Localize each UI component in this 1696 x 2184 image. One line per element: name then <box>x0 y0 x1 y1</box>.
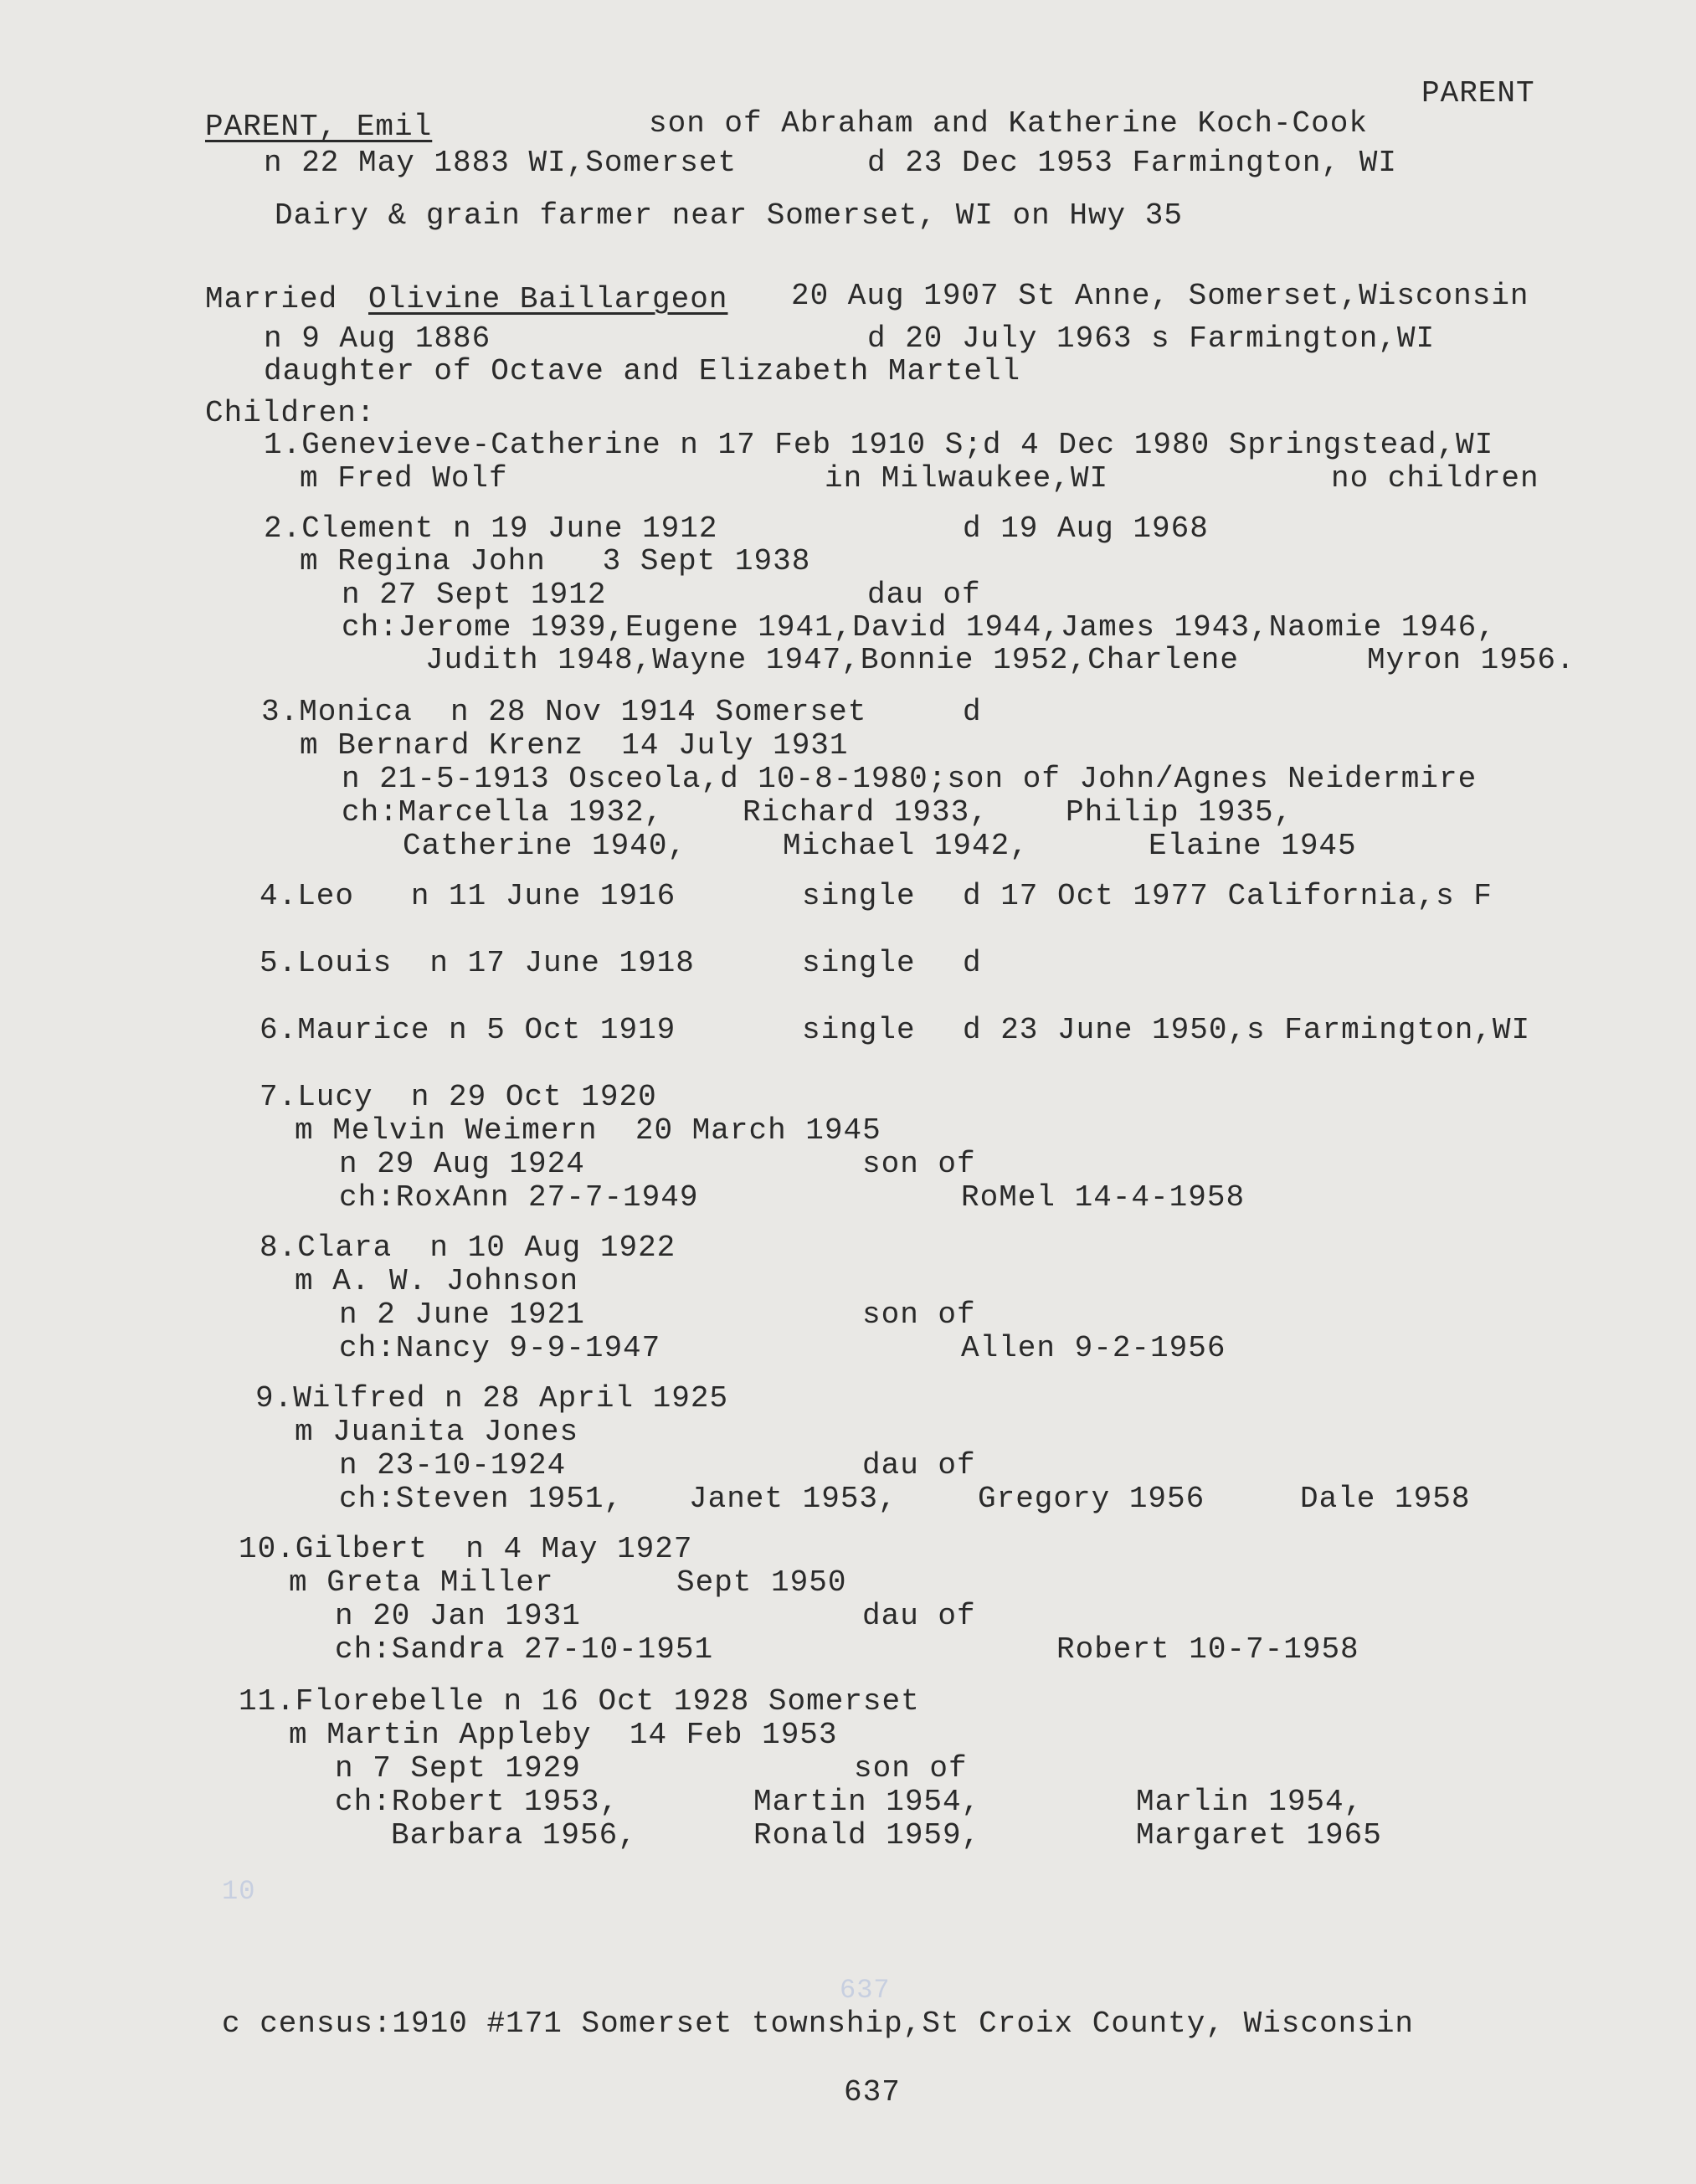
child-10-spouse: m Greta Miller <box>289 1565 554 1600</box>
child-8-children-b: Allen 9-2-1956 <box>961 1331 1226 1365</box>
child-10-spouse-parents: dau of <box>862 1599 976 1633</box>
child-6-death: d 23 June 1950,s Farmington,WI <box>963 1013 1531 1047</box>
marriage-prefix: Married <box>205 282 338 316</box>
child-11-children-b: Martin 1954, <box>753 1785 981 1819</box>
child-7-marriage: m Melvin Weimern 20 March 1945 <box>295 1113 881 1148</box>
census-note: c census:1910 #171 Somerset township,St Croix County, Wisconsin <box>222 2007 1415 2041</box>
child-8-spouse-birth: n 2 June 1921 <box>339 1298 585 1332</box>
child-10-children-a: ch:Sandra 27-10-1951 <box>335 1632 714 1667</box>
faint-mark-left: 10 <box>222 1876 256 1907</box>
child-9-children-b: Janet 1953, <box>689 1482 897 1516</box>
child-7-children-a: ch:RoxAnn 27-7-1949 <box>339 1180 699 1215</box>
child-1-note: no children <box>1331 461 1539 496</box>
child-2-line-1: 2.Clement n 19 June 1912 <box>264 511 718 546</box>
child-11-children-c: Marlin 1954, <box>1136 1785 1364 1819</box>
spouse-parents: daughter of Octave and Elizabeth Martell <box>264 354 1021 388</box>
child-11-spouse-birth: n 7 Sept 1929 <box>335 1751 581 1786</box>
child-9-children-c: Gregory 1956 <box>978 1482 1205 1516</box>
child-11-line-1: 11.Florebelle n 16 Oct 1928 Somerset <box>239 1684 920 1719</box>
child-5-status: single <box>802 946 916 980</box>
subject-death: d 23 Dec 1953 Farmington, WI <box>867 146 1397 180</box>
child-10-children-b: Robert 10-7-1958 <box>1056 1632 1359 1667</box>
child-1-place: in Milwaukee,WI <box>825 461 1109 496</box>
child-2-spouse-birth: n 27 Sept 1912 <box>342 578 607 612</box>
child-3-children-a: ch:Marcella 1932, <box>342 795 664 830</box>
child-8-children-a: ch:Nancy 9-9-1947 <box>339 1331 661 1365</box>
child-2-children-3: Myron 1956. <box>1367 643 1575 677</box>
page-number: 637 <box>844 2075 901 2109</box>
child-5-line: 5.Louis n 17 June 1918 <box>260 946 695 980</box>
child-11-children-e: Ronald 1959, <box>753 1818 981 1853</box>
child-7-children-b: RoMel 14-4-1958 <box>961 1180 1246 1215</box>
child-3-children-e: Michael 1942, <box>783 829 1029 863</box>
child-3-children-b: Richard 1933, <box>743 795 989 830</box>
child-9-line-1: 9.Wilfred n 28 April 1925 <box>255 1381 729 1416</box>
child-11-marriage: m Martin Appleby 14 Feb 1953 <box>289 1718 838 1752</box>
child-10-line-1: 10.Gilbert n 4 May 1927 <box>239 1532 693 1566</box>
child-3-children-c: Philip 1935, <box>1066 795 1293 830</box>
child-7-spouse-parents: son of <box>862 1147 976 1181</box>
child-3-marriage: m Bernard Krenz 14 July 1931 <box>300 728 849 763</box>
child-10-marriage-date: Sept 1950 <box>676 1565 847 1600</box>
child-3-children-f: Elaine 1945 <box>1149 829 1357 863</box>
subject-occupation: Dairy & grain farmer near Somerset, WI on Hwy 35 <box>275 198 1183 233</box>
child-2-marriage: m Regina John 3 Sept 1938 <box>300 544 811 578</box>
child-9-spouse-birth: n 23-10-1924 <box>339 1448 567 1483</box>
child-8-spouse-parents: son of <box>862 1298 976 1332</box>
child-10-spouse-birth: n 20 Jan 1931 <box>335 1599 581 1633</box>
child-8-marriage: m A. W. Johnson <box>295 1264 579 1298</box>
faint-mark-center: 637 <box>840 1975 891 2006</box>
child-11-children-d: Barbara 1956, <box>391 1818 637 1853</box>
child-1-line-1: 1.Genevieve-Catherine n 17 Feb 1910 S;d 4 Dec 1980 Springstead,WI <box>264 428 1494 462</box>
child-8-line-1: 8.Clara n 10 Aug 1922 <box>260 1231 676 1265</box>
child-7-spouse-birth: n 29 Aug 1924 <box>339 1147 585 1181</box>
child-11-children-f: Margaret 1965 <box>1136 1818 1382 1853</box>
spouse-death: d 20 July 1963 s Farmington,WI <box>867 321 1436 356</box>
child-9-children-a: ch:Steven 1951, <box>339 1482 624 1516</box>
child-11-spouse-parents: son of <box>854 1751 968 1786</box>
child-7-line-1: 7.Lucy n 29 Oct 1920 <box>260 1080 657 1114</box>
marriage-details: 20 Aug 1907 St Anne, Somerset,Wisconsin <box>791 279 1529 313</box>
child-11-children-a: ch:Robert 1953, <box>335 1785 619 1819</box>
subject-name: PARENT, Emil <box>205 110 433 144</box>
child-3-line-1: 3.Monica n 28 Nov 1914 Somerset <box>261 695 867 729</box>
spouse-birth: n 9 Aug 1886 <box>264 321 491 356</box>
child-6-line: 6.Maurice n 5 Oct 1919 <box>260 1013 676 1047</box>
corner-label: PARENT <box>1421 76 1535 110</box>
child-3-children-d: Catherine 1940, <box>403 829 687 863</box>
children-heading: Children: <box>205 396 376 430</box>
child-3-death: d <box>963 695 982 729</box>
child-1-spouse: m Fred Wolf <box>300 461 508 496</box>
spouse-name: Olivine Baillargeon <box>368 282 728 316</box>
child-4-death: d 17 Oct 1977 California,s F <box>963 879 1493 913</box>
child-2-spouse-parents: dau of <box>867 578 981 612</box>
child-9-marriage: m Juanita Jones <box>295 1415 579 1449</box>
child-3-spouse-info: n 21-5-1913 Osceola,d 10-8-1980;son of John/Agnes Neidermire <box>342 762 1478 796</box>
child-9-children-d: Dale 1958 <box>1300 1482 1471 1516</box>
child-9-spouse-parents: dau of <box>862 1448 976 1483</box>
child-2-children-2: Judith 1948,Wayne 1947,Bonnie 1952,Charlene <box>425 643 1239 677</box>
child-4-status: single <box>802 879 916 913</box>
child-5-death: d <box>963 946 982 980</box>
child-6-status: single <box>802 1013 916 1047</box>
child-4-line: 4.Leo n 11 June 1916 <box>260 879 676 913</box>
child-2-death: d 19 Aug 1968 <box>963 511 1209 546</box>
subject-parents: son of Abraham and Katherine Koch-Cook <box>649 106 1368 141</box>
subject-birth: n 22 May 1883 WI,Somerset <box>264 146 738 180</box>
child-2-children-1: ch:Jerome 1939,Eugene 1941,David 1944,James 1943,Naomie 1946, <box>342 610 1496 645</box>
